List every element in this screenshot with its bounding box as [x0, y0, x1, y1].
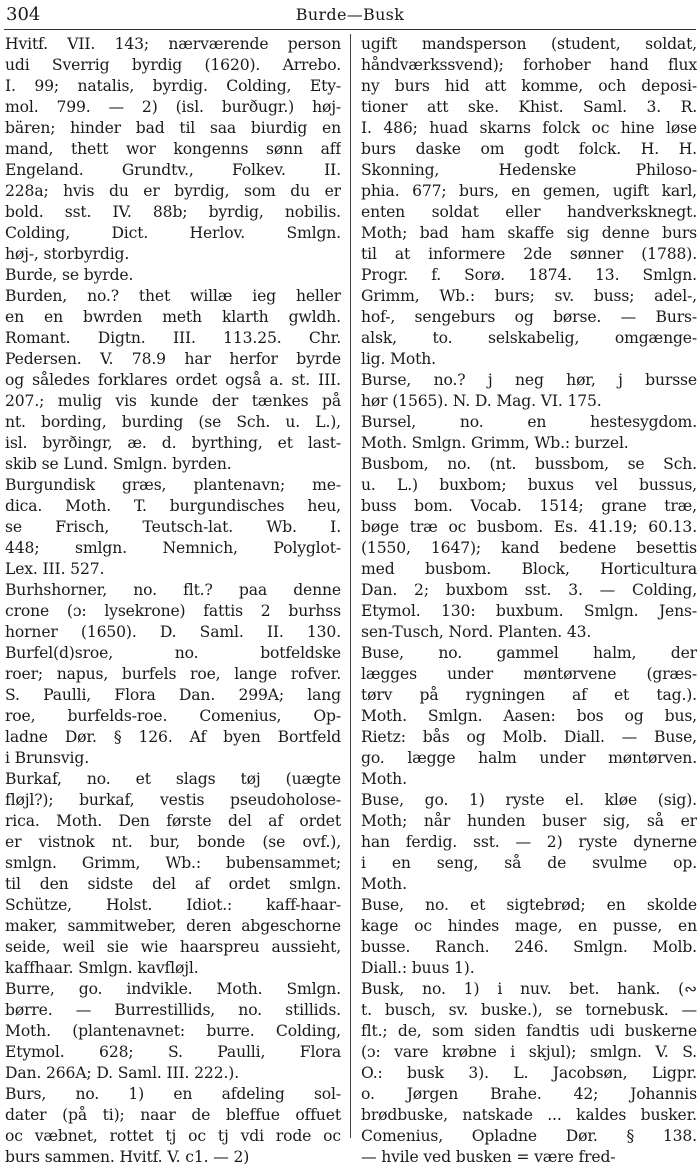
text-line: Moth. Smlgn. Aasen: bos og bus,	[361, 707, 697, 725]
text-line: bären; hinder bad til saa biurdig en	[5, 119, 341, 137]
text-line: Diall.: buus 1).	[361, 959, 475, 977]
text-line: bold. sst. IV. 88b; byrdig, nobilis.	[5, 203, 341, 221]
text-line: isl. byrðingr, æ. d. byrthing, et last-	[5, 434, 341, 452]
text-line: ugift mandsperson (student, soldat,	[361, 35, 697, 53]
text-line: Busk, no. 1) i nuv. bet. hank. (∾	[361, 980, 697, 998]
text-line: Etymol. 628; S. Paulli, Flora	[5, 1043, 341, 1061]
text-line: kaffhaar. Smlgn. kavfløjl.	[5, 959, 199, 977]
text-line: udi Sverrig byrdig (1620). Arrebo.	[5, 56, 341, 74]
text-line: håndværkssvend); forhober hand flux	[361, 56, 697, 74]
text-line: rica. Moth. Den første del af ordet	[5, 812, 341, 830]
text-line: i Brunsvig.	[5, 749, 90, 767]
header-rule	[4, 29, 696, 30]
text-line: Pedersen. V. 78.9 har herfor byrde	[5, 350, 341, 368]
text-line: Burre, go. indvikle. Moth. Smlgn.	[5, 980, 341, 998]
text-line: (1550, 1647); kand bedene besettis	[361, 539, 697, 557]
text-line: Burhshorner, no. flt.? paa denne	[5, 581, 341, 599]
text-line: buss bom. Vocab. 1514; grane træ,	[361, 497, 697, 515]
text-line: en en bwrden meth klarth gwldh.	[5, 308, 341, 326]
page-header	[0, 0, 700, 30]
text-line: Burse, no.? j neg hør, j bursse	[361, 371, 697, 389]
text-line: Burde, se byrde.	[5, 266, 134, 284]
text-line: ny burs hid att komme, och deposi-	[361, 77, 697, 95]
text-line: seide, weil sie wie haarspreu aussieht,	[5, 938, 341, 956]
text-line: fløjl?); burkaf, vestis pseudoholose-	[5, 791, 341, 809]
text-line: maker, sammitweber, deren abgeschorne	[5, 917, 341, 935]
text-line: Moth.	[361, 770, 407, 788]
text-line: Moth; når hunden buser sig, så er	[361, 812, 697, 830]
text-line: Moth. Smlgn. Grimm, Wb.: burzel.	[361, 434, 629, 452]
text-line: Moth.	[361, 875, 407, 893]
text-line: Romant. Digtn. III. 113.25. Chr.	[5, 329, 341, 347]
text-line: oc væbnet, rottet tj oc tj vdi rode oc	[5, 1127, 341, 1145]
text-line: Busbom, no. (nt. bussbom, se Sch.	[361, 455, 697, 473]
text-line: Rietz: bås og Molb. Diall. — Buse,	[361, 728, 697, 746]
text-line: enten soldat eller handverksknegt.	[361, 203, 697, 221]
text-line: O.: busk 3). L. Jacobsøn, Ligpr.	[361, 1064, 697, 1082]
text-line: er vistnok nt. bur, bonde (se ovf.),	[5, 833, 341, 851]
text-line: Progr. f. Sorø. 1874. 13. Smlgn.	[361, 266, 697, 284]
column-divider	[350, 34, 351, 1138]
text-line: tioner att ske. Khist. Saml. 3. R.	[361, 98, 697, 116]
text-line: Schütze, Holst. Idiot.: kaff-haar-	[5, 896, 341, 914]
text-line: han ferdig. sst. — 2) ryste dynerne	[361, 833, 697, 851]
text-line: go. lægge halm under møntørven.	[361, 749, 697, 767]
text-line: mand, thett wor kongenns sønn aff	[5, 140, 341, 158]
text-line: Burden, no.? thet willæ ieg heller	[5, 287, 341, 305]
text-line: o. Jørgen Brahe. 42; Johannis	[361, 1085, 697, 1103]
text-line: alsk, to. selskabelig, omgænge-	[361, 329, 697, 347]
text-line: Moth. (plantenavnet: burre. Colding,	[5, 1022, 341, 1040]
text-line: dater (på ti); naar de bleffue offuet	[5, 1106, 341, 1124]
text-line: og således forklares ordet også a. st. III.	[5, 371, 341, 389]
text-line: Colding, Dict. Herlov. Smlgn.	[5, 224, 341, 242]
text-line: Dan. 2; buxbom sst. 3. — Colding,	[361, 581, 697, 599]
text-line: phia. 677; burs, en gemen, ugift karl,	[361, 182, 697, 200]
text-line: høj-, storbyrdig.	[5, 245, 130, 263]
text-line: Lex. III. 527.	[5, 560, 105, 578]
text-line: Buse, no. et sigtebrød; en skolde	[361, 896, 697, 914]
text-line: skib se Lund. Smlgn. byrden.	[5, 455, 232, 473]
text-line: sen-Tusch, Nord. Planten. 43.	[361, 623, 592, 641]
text-line: roer; napus, burfels roe, lange rofver.	[5, 665, 341, 683]
text-line: u. L.) buxbom; buxus vel bussus,	[361, 476, 697, 494]
text-line: til at informere 2de sønner (1788).	[361, 245, 697, 263]
text-line: kage oc hindes mage, en pusse, en	[361, 917, 697, 935]
text-line: busse. Ranch. 246. Smlgn. Molb.	[361, 938, 697, 956]
text-line: Burgundisk græs, plantenavn; me-	[5, 476, 341, 494]
text-line: nt. bording, burding (se Sch. u. L.),	[5, 413, 341, 431]
right-column	[361, 34, 697, 1168]
text-line: Burfel(d)sroe, no. botfeldske	[5, 644, 341, 662]
text-line: roe, burfelds-roe. Comenius, Op-	[5, 707, 341, 725]
text-line: smlgn. Grimm, Wb.: bubensammet;	[5, 854, 341, 872]
text-line: I. 486; huad skarns folck oc hine løse	[361, 119, 697, 137]
text-line: Skonning, Hedenske Philoso-	[361, 161, 697, 179]
text-line: Burs, no. 1) en afdeling sol-	[5, 1085, 341, 1103]
text-line: med busbom. Block, Horticultura	[361, 560, 697, 578]
text-line: (ɔ: vare krøbne i skjul); smlgn. V. S.	[361, 1043, 697, 1061]
text-line: Grimm, Wb.: burs; sv. buss; adel-,	[361, 287, 697, 305]
text-line: horner (1650). D. Saml. II. 130.	[5, 623, 341, 641]
text-line: til den sidste del af ordet smlgn.	[5, 875, 341, 893]
text-line: hof-, sengeburs og børse. — Burs-	[361, 308, 697, 326]
text-line: hør (1565). N. D. Mag. VI. 175.	[361, 392, 602, 410]
text-line: lægges under møntørvene (græs-	[361, 665, 697, 683]
text-line: burs daske om godt folck. H. H.	[361, 140, 697, 158]
text-line: tørv på rygningen af et tag.).	[361, 686, 697, 704]
text-line: Burkaf, no. et slags tøj (uægte	[5, 770, 341, 788]
text-line: 448; smlgn. Nemnich, Polyglot-	[5, 539, 341, 557]
text-line: lig. Moth.	[361, 350, 436, 368]
text-line: se Frisch, Teutsch-lat. Wb. I.	[5, 518, 341, 536]
text-line: flt.; de, som siden fandtis udi buskerne	[361, 1022, 697, 1040]
text-line: 228a; hvis du er byrdig, som du er	[5, 182, 341, 200]
page-number: 304	[6, 4, 41, 25]
text-line: Comenius, Opladne Dør. § 138.	[361, 1127, 697, 1145]
text-line: crone (ɔ: lysekrone) fattis 2 burhss	[5, 602, 341, 620]
text-line: Moth; bad ham skaffe sig denne burs	[361, 224, 697, 242]
text-line: burs sammen. Hvitf. V. c1. — 2)	[5, 1148, 250, 1166]
text-line: Dan. 266A; D. Saml. III. 222.).	[5, 1064, 240, 1082]
text-line: Buse, no. gammel halm, der	[361, 644, 697, 662]
text-line: S. Paulli, Flora Dan. 299A; lang	[5, 686, 341, 704]
text-line: Etymol. 130: buxbum. Smlgn. Jens-	[361, 602, 697, 620]
text-line: 207.; mulig vis kunde der tænkes på	[5, 392, 341, 410]
text-line: bøge træ oc busbom. Es. 41.19; 60.13.	[361, 518, 697, 536]
text-line: Hvitf. VII. 143; nærværende person	[5, 35, 341, 53]
left-column	[5, 34, 341, 1168]
text-line: i en seng, så de svulme op.	[361, 854, 697, 872]
text-line: t. busch, sv. buske.), se tornebusk. —	[361, 1001, 697, 1019]
text-line: I. 99; natalis, byrdig. Colding, Ety-	[5, 77, 341, 95]
text-line: ladne Dør. § 126. Af byen Bortfeld	[5, 728, 341, 746]
text-line: mol. 799. — 2) (isl. burðugr.) høj-	[5, 98, 341, 116]
text-line: Bursel, no. en hestesygdom.	[361, 413, 697, 431]
text-line: brødbuske, natskade ... kaldes busker.	[361, 1106, 697, 1124]
text-line: børre. — Burrestillids, no. stillids.	[5, 1001, 341, 1019]
text-line: Engeland. Grundtv., Folkev. II.	[5, 161, 341, 179]
text-line: — hvile ved busken = være fred-	[361, 1148, 616, 1166]
running-head: Burde—Busk	[295, 5, 405, 24]
text-line: Buse, go. 1) ryste el. kløe (sig).	[361, 791, 697, 809]
text-line: dica. Moth. T. burgundisches heu,	[5, 497, 341, 515]
